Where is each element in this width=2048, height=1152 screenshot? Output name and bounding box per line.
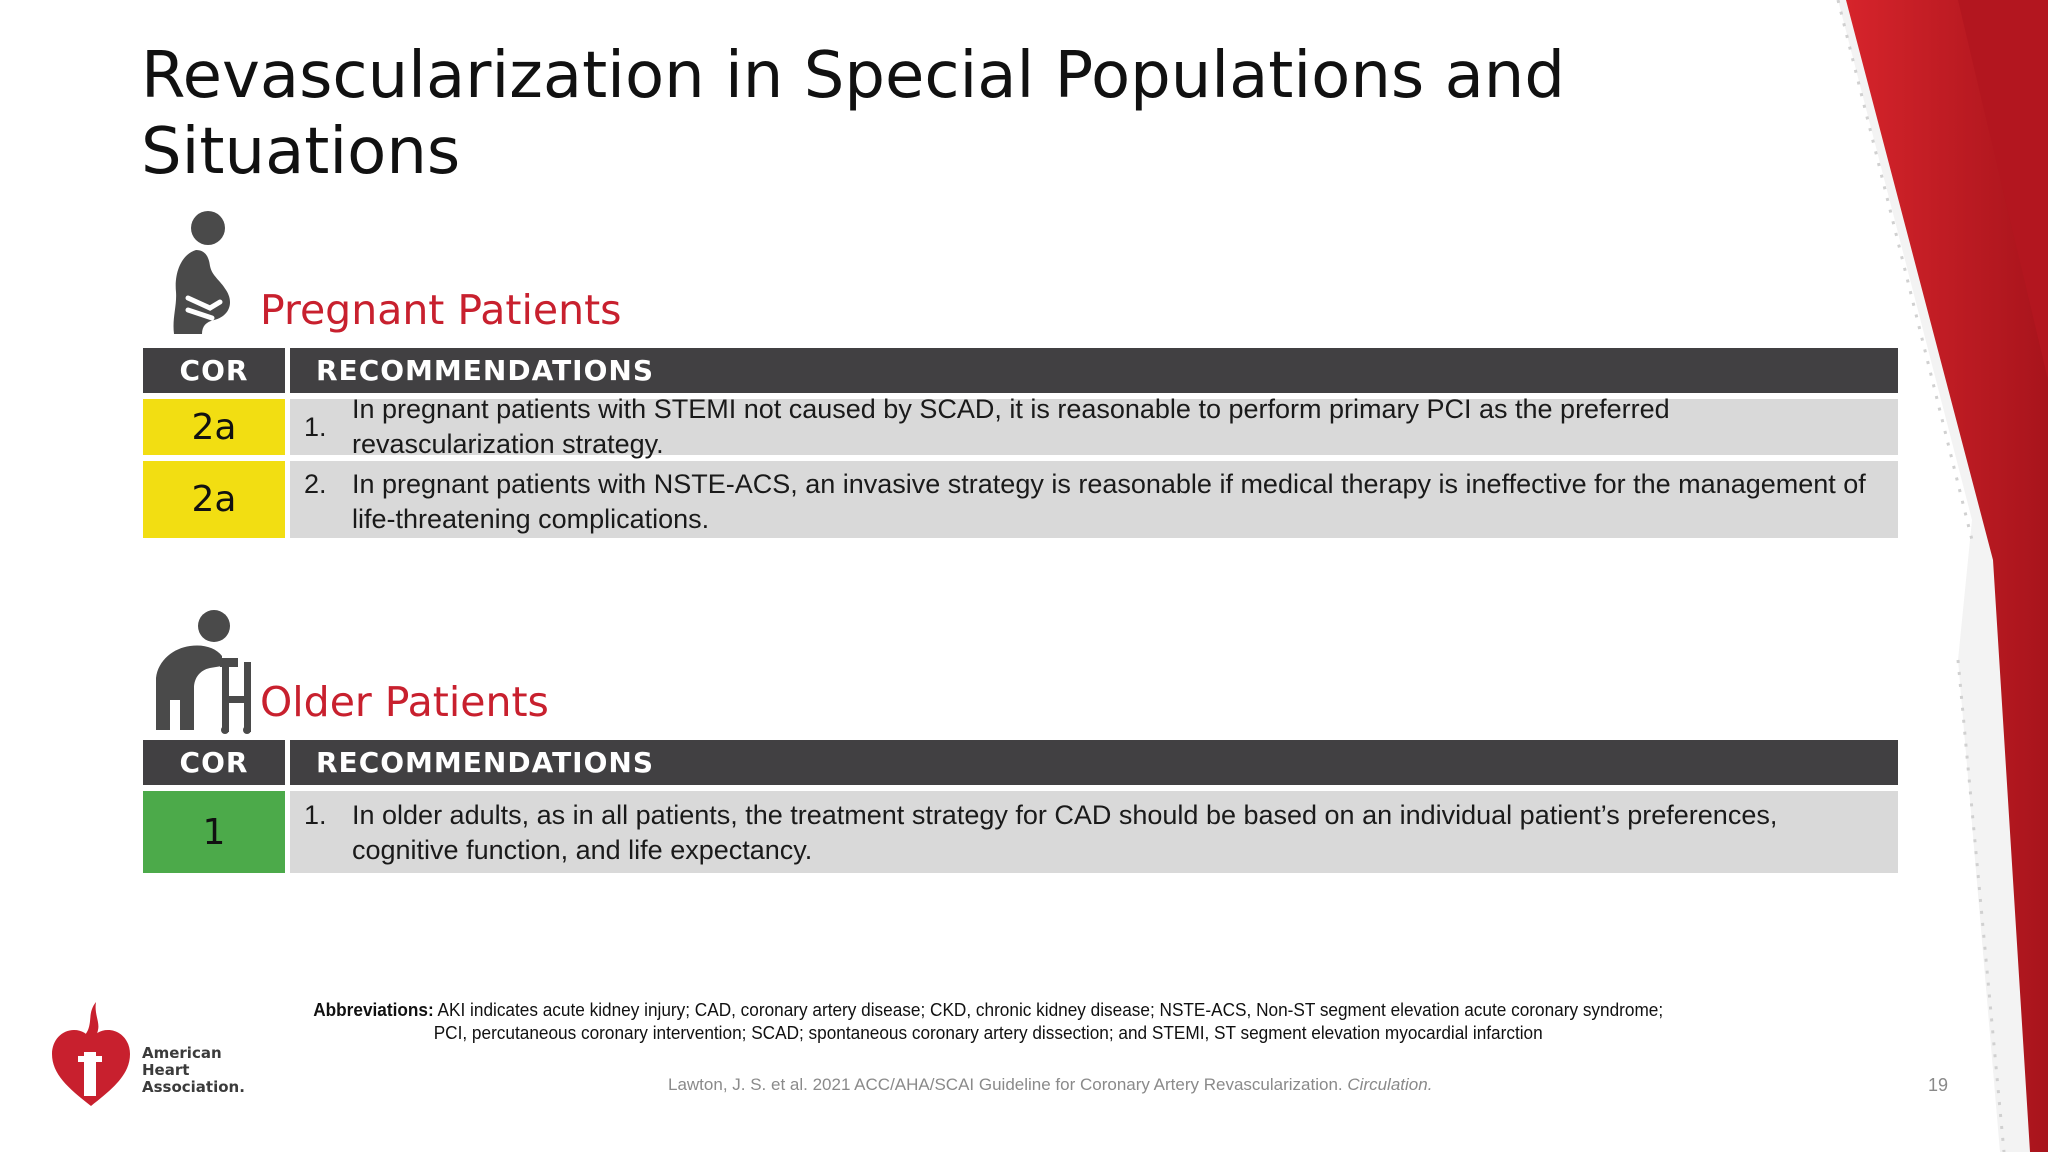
section-heading-older: Older Patients bbox=[260, 678, 549, 726]
cor-badge: 2a bbox=[143, 399, 285, 455]
abbreviations-label: Abbreviations: bbox=[313, 999, 434, 1020]
recommendation-number: 1. bbox=[304, 800, 327, 830]
cor-badge: 1 bbox=[143, 791, 285, 873]
slide-title: Revascularization in Special Populations and Situations bbox=[141, 39, 1565, 189]
citation-text: Lawton, J. S. et al. 2021 ACC/AHA/SCAI Guideline for Coronary Artery Revascularization. bbox=[668, 1075, 1343, 1094]
table-row bbox=[290, 394, 1898, 459]
table-header-cor: COR bbox=[143, 348, 285, 393]
abbreviations bbox=[300, 998, 1676, 1044]
pregnant-person-icon bbox=[168, 210, 234, 342]
table-header-recommendations: RECOMMENDATIONS bbox=[290, 740, 1898, 785]
citation-journal: Circulation. bbox=[1347, 1075, 1433, 1094]
table-row bbox=[290, 791, 1898, 873]
recommendation-number: 1. bbox=[304, 411, 327, 442]
recommendations-table-older bbox=[143, 740, 1898, 880]
section-heading-pregnant: Pregnant Patients bbox=[260, 286, 622, 334]
table-header-recommendations: RECOMMENDATIONS bbox=[290, 348, 1898, 393]
aha-logo-text: American Heart Association. bbox=[142, 1044, 245, 1096]
table-header-cor: COR bbox=[143, 740, 285, 785]
page-number: 19 bbox=[1928, 1075, 1949, 1095]
recommendations-table-pregnant bbox=[143, 348, 1898, 548]
cor-badge: 2a bbox=[143, 461, 285, 538]
citation bbox=[668, 1075, 1432, 1095]
recommendation-text: In pregnant patients with STEMI not caused by SCAD, it is reasonable to perform primary PCI as the preferred revascularization strategy. bbox=[352, 394, 1670, 459]
american-heart-association-logo-icon bbox=[48, 1000, 134, 1114]
abbreviations-text: AKI indicates acute kidney injury; CAD, coronary artery disease; CKD, chronic kidney disease; NSTE-ACS, Non-ST segment elevation acute coronary syndrome; PCI, percutaneous coronary intervention; SCAD; spontaneous coronary artery dissection; and STEMI, ST segment elevation myocardial infarction bbox=[433, 999, 1664, 1043]
recommendation-text: In older adults, as in all patients, the treatment strategy for CAD should be based on an individual patient’s preferences, cognitive function, and life expectancy. bbox=[352, 800, 1778, 865]
elderly-walker-icon bbox=[150, 608, 254, 738]
recommendation-text: In pregnant patients with NSTE-ACS, an invasive strategy is reasonable if medical therapy is ineffective for the management of life-threatening complications. bbox=[352, 469, 1866, 534]
table-row bbox=[290, 461, 1898, 538]
recommendation-number: 2. bbox=[304, 469, 327, 499]
